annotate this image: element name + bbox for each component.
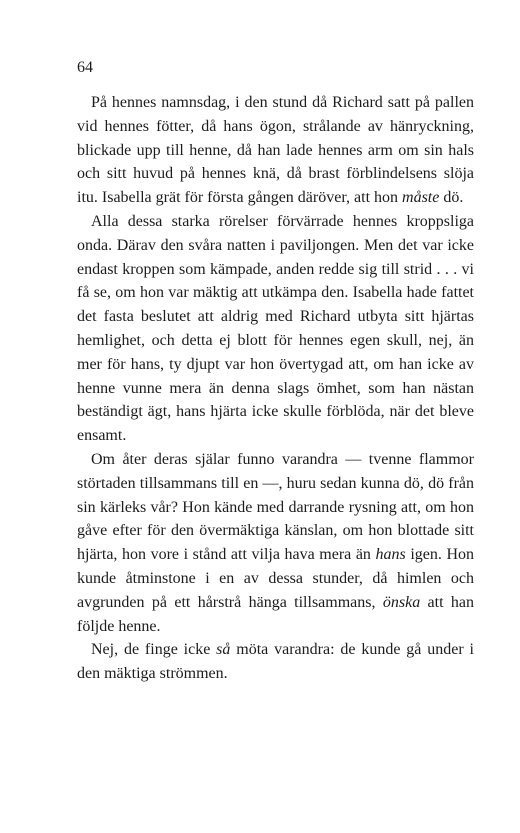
body-text: [77, 91, 474, 686]
page-number: 64: [77, 59, 93, 76]
emphasized-text: önska: [382, 593, 421, 611]
text-run: Om åter deras själar funno varandra — tvenne flammor störtaden tillsammans till en —, huru sedan kunna dö, dö från sin kärleks vår? Hon kände med darrande rysning att, om hon gåve efter för den övermäktiga känslan, om hon blottade sitt hjärta, hon vore i stånd att vilja hava mera än: [77, 450, 474, 564]
text-run: dö.: [439, 189, 464, 207]
emphasized-text: så: [216, 641, 231, 659]
paragraph-1: [77, 91, 474, 210]
text-run: På hennes namnsdag, i den stund då Richard satt på pallen vid hennes fötter, då hans ögon, strålande av hänryckning, blickade upp till henne, då han lade hennes arm om sin hals och sitt huvud på hennes knä, då brast förblindelsens slöja itu. Isabella grät för första gången däröver, att hon: [77, 94, 474, 207]
text-run: igen. Hon kunde åtminstone i en av dessa stunder, då himlen och avgrunden på ett hårstrå hänga tillsammans,: [77, 546, 474, 611]
paragraph-2: [77, 210, 474, 448]
text-run: Alla dessa starka rörelser förvärrade hennes kroppsliga onda. Därav den svåra natten i paviljongen. Men det var icke endast kroppen som kämpade, anden redde sig till strid . . . vi få se, om hon var mäktig att utkämpa den. Isabella hade fattet det fasta beslutet att aldrig med Richard utbyta sitt hjärtas hemlighet, och detta ej blott för hennes egen skull, nej, än mer för hans, ty djupt var hon övertygad att, om han icke av henne vunne mera än denna slags ömhet, som han nästan beständigt ägt, hans hjärta icke skulle förblöda, när det bleve ensamt.: [77, 212, 474, 445]
paragraph-3: [77, 448, 474, 638]
paragraph-4: [77, 638, 474, 686]
text-run: att han följde henne.: [77, 593, 475, 635]
emphasized-text: hans: [375, 546, 406, 564]
emphasized-text: måste: [402, 189, 440, 207]
text-run: möta varandra: de kunde gå under i den mäktiga strömmen.: [77, 641, 474, 683]
text-run: Nej, de finge icke: [91, 641, 217, 659]
